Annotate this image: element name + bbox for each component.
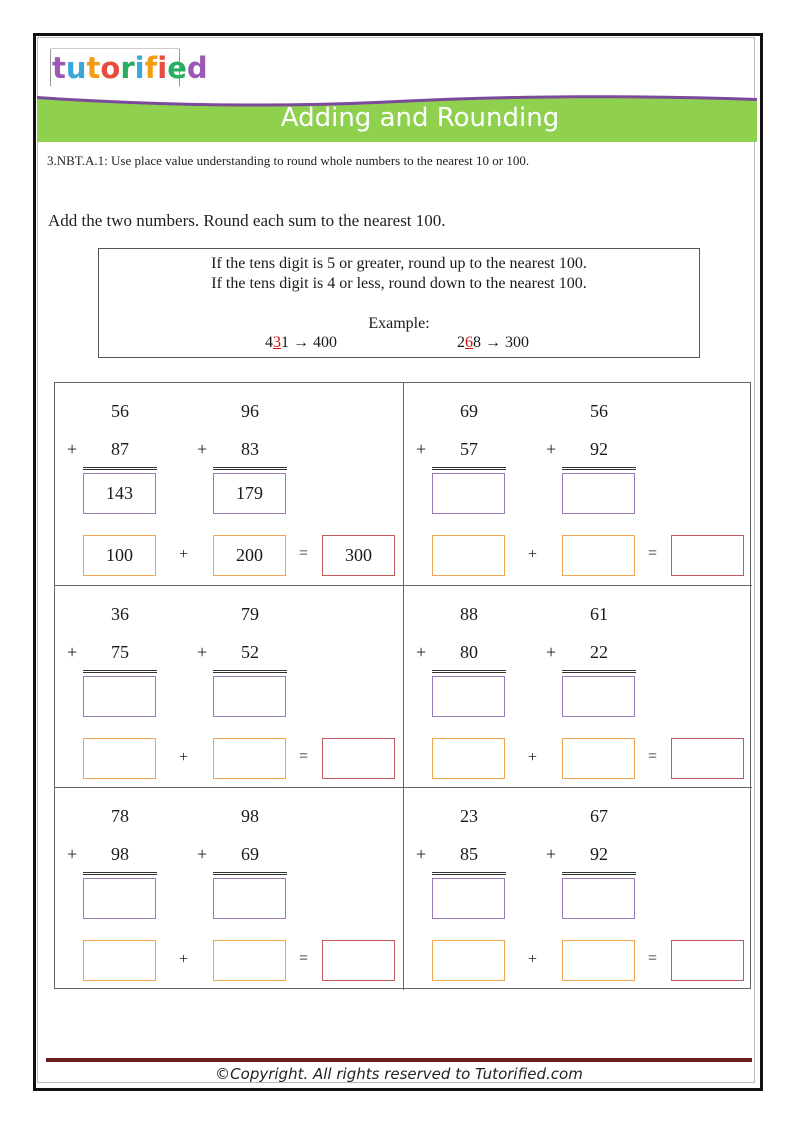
plus-sign: +: [179, 951, 189, 968]
sum-line: [432, 467, 506, 470]
rounded-answer-box[interactable]: [213, 940, 286, 981]
sum-line: [213, 467, 287, 470]
sum-answer-box[interactable]: [213, 676, 286, 717]
plus-sign: +: [67, 642, 78, 662]
page-title: Adding and Rounding: [280, 103, 560, 133]
problem-grid: [54, 382, 751, 989]
plus-sign: +: [528, 749, 538, 766]
rule-round-up: If the tens digit is 5 or greater, round up to the nearest 100.: [211, 255, 587, 272]
example-label: Example:: [368, 315, 430, 332]
addend-bottom: 57: [460, 439, 478, 459]
total-answer-box[interactable]: [322, 738, 395, 779]
logo-letter: d: [186, 51, 208, 85]
addend-bottom: 69: [241, 844, 259, 864]
addend-bottom: 80: [460, 642, 478, 662]
total-answer-box[interactable]: [671, 940, 744, 981]
equals-sign: =: [299, 748, 309, 765]
logo-letter: i: [157, 51, 168, 85]
addend-top: 69: [460, 401, 478, 421]
sum-answer-box[interactable]: [432, 878, 505, 919]
sum-line: [562, 872, 636, 875]
tutorified-logo: [50, 50, 210, 86]
example-1-hundreds: 4: [265, 334, 273, 351]
addend-bottom: 52: [241, 642, 259, 662]
plus-sign: +: [528, 951, 538, 968]
plus-sign: +: [197, 642, 208, 662]
total-answer-box[interactable]: [671, 535, 744, 576]
total-answer-box[interactable]: [671, 738, 744, 779]
addend-bottom: 22: [590, 642, 608, 662]
addend-top: 98: [241, 806, 259, 826]
plus-sign: +: [67, 439, 78, 459]
sum-answer-box[interactable]: [562, 676, 635, 717]
rounded-answer-box[interactable]: [83, 738, 156, 779]
rounded-answer-box[interactable]: [562, 535, 635, 576]
logo-letter: e: [167, 51, 187, 85]
logo-letter: t: [52, 51, 66, 85]
plus-sign: +: [416, 844, 427, 864]
logo-letter: o: [100, 51, 121, 85]
plus-sign: +: [416, 439, 427, 459]
sum-answer-box[interactable]: [432, 676, 505, 717]
addend-bottom: 92: [590, 439, 608, 459]
example-2-ones: 8: [473, 334, 481, 351]
addend-bottom: 98: [111, 844, 129, 864]
plus-sign: +: [67, 844, 78, 864]
addend-top: 67: [590, 806, 608, 826]
sum-line: [562, 467, 636, 470]
problem-cell: [403, 585, 752, 788]
addend-top: 23: [460, 806, 478, 826]
sum-answer-box[interactable]: [213, 878, 286, 919]
addend-top: 56: [590, 401, 608, 421]
rounded-answer-box[interactable]: 200: [213, 535, 286, 576]
plus-sign: +: [179, 546, 189, 563]
plus-sign: +: [416, 642, 427, 662]
rounded-answer-box[interactable]: [432, 535, 505, 576]
addend-bottom: 83: [241, 439, 259, 459]
rounded-answer-box[interactable]: [83, 940, 156, 981]
problem-cell: [55, 585, 403, 788]
rounded-answer-box[interactable]: [562, 738, 635, 779]
plus-sign: +: [179, 749, 189, 766]
instructions-text: Add the two numbers. Round each sum to the nearest 100.: [48, 211, 446, 230]
problem-cell: [403, 383, 752, 585]
sum-line: [83, 670, 157, 673]
sum-line: [432, 670, 506, 673]
sum-answer-box[interactable]: [562, 473, 635, 514]
addend-bottom: 92: [590, 844, 608, 864]
sum-line: [432, 872, 506, 875]
sum-line: [213, 670, 287, 673]
rounded-answer-box[interactable]: [432, 940, 505, 981]
plus-sign: +: [546, 642, 557, 662]
example-2-tens-digit: 6: [465, 334, 473, 351]
addend-top: 96: [241, 401, 259, 421]
logo-letter: i: [134, 51, 145, 85]
rounded-answer-box[interactable]: 100: [83, 535, 156, 576]
problem-cell: [55, 383, 403, 585]
addend-bottom: 75: [111, 642, 129, 662]
addend-top: 78: [111, 806, 129, 826]
plus-sign: +: [546, 844, 557, 864]
logo-letter: t: [86, 51, 101, 85]
equals-sign: =: [299, 950, 309, 967]
rule-round-down: If the tens digit is 4 or less, round down to the nearest 100.: [211, 275, 587, 292]
sum-answer-box[interactable]: [83, 878, 156, 919]
example-1-tens-digit: 3: [273, 334, 281, 351]
plus-sign: +: [546, 439, 557, 459]
equals-sign: =: [648, 950, 658, 967]
rounded-answer-box[interactable]: [562, 940, 635, 981]
addend-top: 36: [111, 604, 129, 624]
rounding-rules-box: [98, 248, 700, 358]
sum-line: [83, 467, 157, 470]
equals-sign: =: [648, 748, 658, 765]
equals-sign: =: [299, 545, 309, 562]
example-1-result: 400: [313, 334, 337, 351]
standard-text: 3.NBT.A.1: Use place value understanding to round whole numbers to the nearest 10 or 100.: [47, 153, 530, 168]
example-1: [265, 334, 337, 352]
example-2-hundreds: 2: [457, 334, 465, 351]
copyright-footer: ©Copyright. All rights reserved to Tutorified.com: [215, 1065, 583, 1083]
sum-answer-box[interactable]: 143: [83, 473, 156, 514]
example-1-arrow: →: [289, 334, 313, 351]
addend-bottom: 85: [460, 844, 478, 864]
rounded-answer-box[interactable]: [213, 738, 286, 779]
example-2: [457, 334, 529, 352]
plus-sign: +: [197, 844, 208, 864]
addend-top: 88: [460, 604, 478, 624]
logo-letter: u: [65, 51, 87, 85]
sum-line: [562, 670, 636, 673]
addend-bottom: 87: [111, 439, 129, 459]
equals-sign: =: [648, 545, 658, 562]
sum-line: [83, 872, 157, 875]
sum-answer-box[interactable]: [432, 473, 505, 514]
logo-letter: f: [144, 51, 158, 85]
problem-cell: [55, 787, 403, 990]
example-2-arrow: →: [481, 334, 505, 351]
rounded-answer-box[interactable]: [432, 738, 505, 779]
footer-divider: [46, 1058, 752, 1062]
example-1-ones: 1: [281, 334, 289, 351]
logo-letter: r: [120, 51, 135, 85]
sum-line: [213, 872, 287, 875]
example-2-result: 300: [505, 334, 529, 351]
total-answer-box[interactable]: 300: [322, 535, 395, 576]
problem-cell: [403, 787, 752, 990]
plus-sign: +: [528, 546, 538, 563]
plus-sign: +: [197, 439, 208, 459]
addend-top: 79: [241, 604, 259, 624]
total-answer-box[interactable]: [322, 940, 395, 981]
addend-top: 56: [111, 401, 129, 421]
sum-answer-box[interactable]: [562, 878, 635, 919]
addend-top: 61: [590, 604, 608, 624]
sum-answer-box[interactable]: 179: [213, 473, 286, 514]
sum-answer-box[interactable]: [83, 676, 156, 717]
